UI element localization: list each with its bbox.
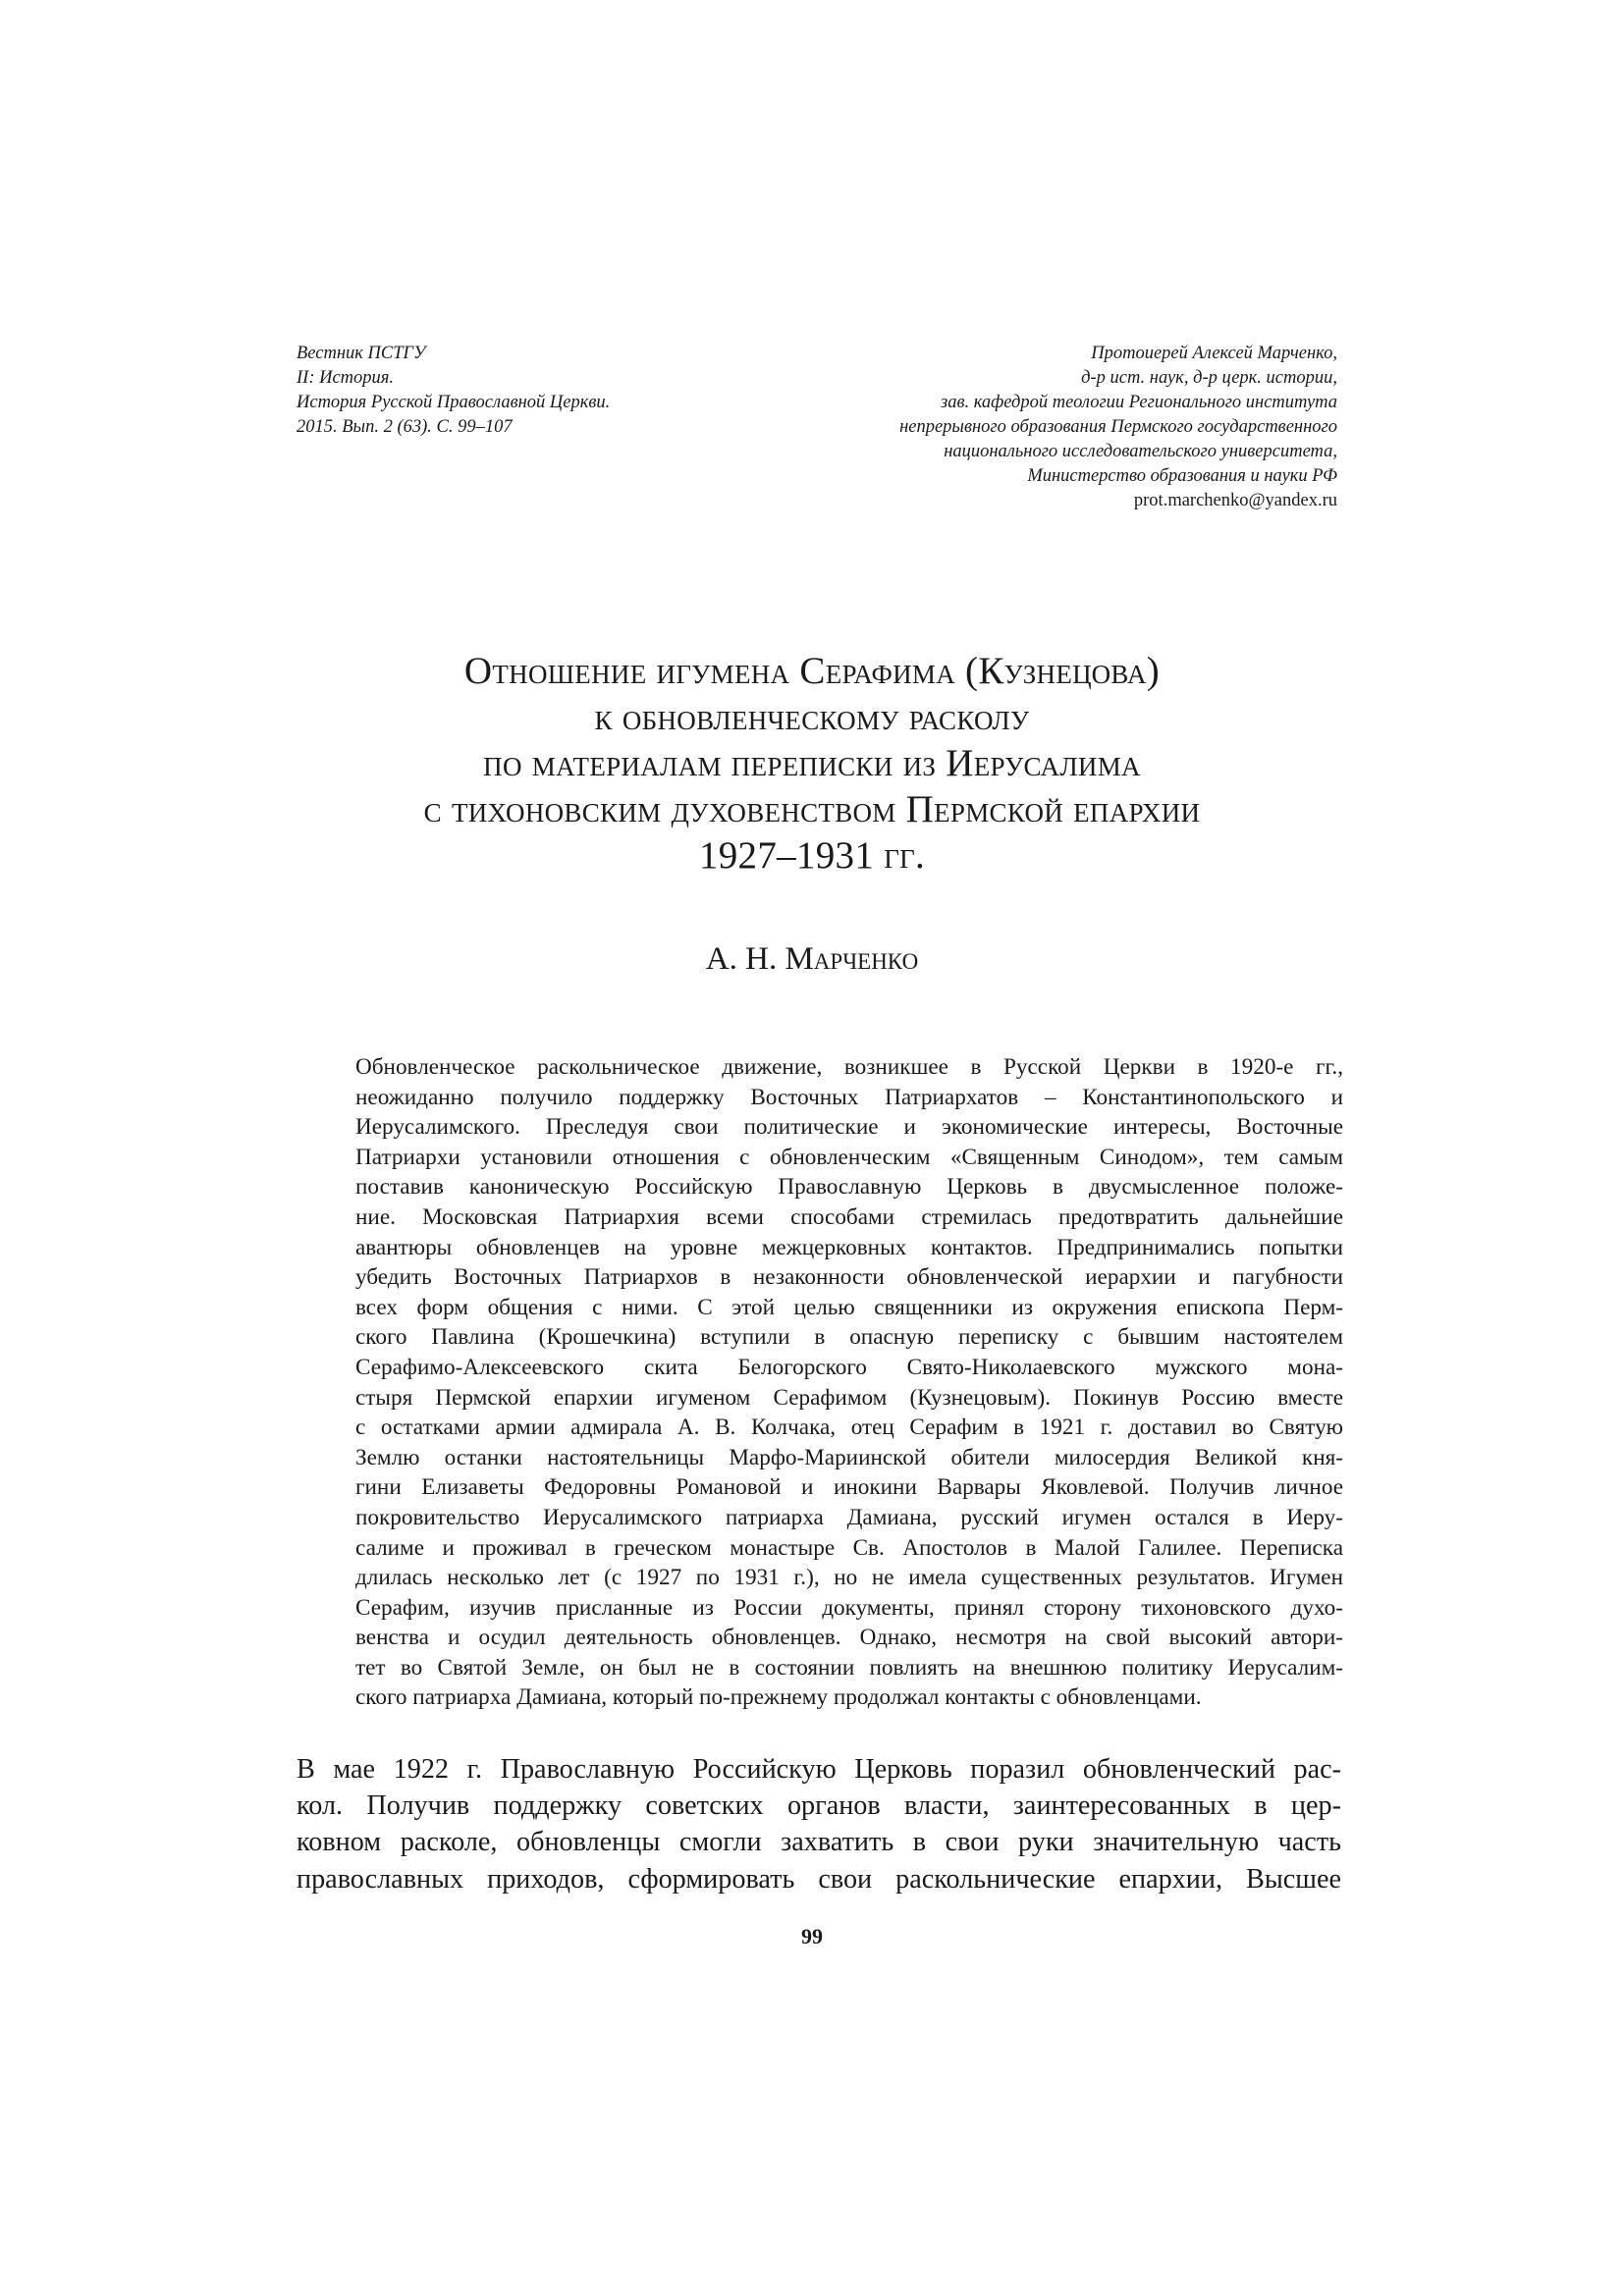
affiliation-line: национального исследовательского университета, (944, 442, 1337, 461)
abstract-line: ского патриарха Дамиана, который по-прежнему продолжал контакты с обновленцами. (355, 1684, 1202, 1711)
title-line: Отношение игумена Серафима (Кузнецова) (463, 650, 1161, 692)
abstract-line: ского Павлина (Крошечкина) вступили в опасную переписку с бывшим настоятелем (355, 1324, 1343, 1351)
affiliation-line: зав. кафедрой теологии Регионального института (940, 393, 1337, 412)
abstract-line: покровительство Иерусалимского патриарха Дамиана, русский игумен остался в Иеру- (355, 1504, 1343, 1530)
article-author: А. Н. Марченко (705, 941, 919, 977)
body-paragraph (297, 1751, 1341, 1897)
journal-subseries: История Русской Православной Церкви. (297, 393, 611, 412)
abstract-line: Иерусалимского. Преследуя свои политические и экономические интересы, Восточные (355, 1114, 1343, 1141)
abstract-line: салиме и проживал в греческом монастыре Св. Апостолов в Малой Галилее. Переписка (355, 1534, 1343, 1561)
title-line: по материалам переписки из Иерусалима (483, 742, 1141, 784)
abstract-line: стыря Пермской епархии игуменом Серафимом (Кузнецовым). Покинув Россию вместе (355, 1384, 1343, 1411)
body-line: православных приходов, сформировать свои раскольнические епархии, Высшее (297, 1863, 1341, 1895)
abstract-line: длилась несколько лет (с 1927 по 1931 г.), но не имела существенных результатов. Игумен (355, 1565, 1343, 1591)
affiliation-ministry: Министерство образования и науки РФ (1027, 466, 1337, 486)
affiliation-line: непрерывного образования Пермского государственного (899, 417, 1337, 437)
abstract-line: Землю останки настоятельницы Марфо-Мариинской обители милосердия Великой кня- (355, 1444, 1343, 1470)
author-degrees: д-р ист. наук, д-р церк. истории, (1081, 368, 1337, 388)
abstract-line: венства и осудил деятельность обновленцев. Однако, несмотря на свой высокий автори- (355, 1625, 1343, 1651)
abstract (355, 1052, 1343, 1713)
abstract-line: неожиданно получило поддержку Восточных Патриархатов – Константинопольского и (355, 1084, 1343, 1110)
title-line: к обновленческому расколу (594, 696, 1030, 738)
abstract-line: Серафим, изучив присланные из России документы, принял сторону тихоновского духо- (355, 1594, 1343, 1621)
body-line: В мае 1922 г. Православную Российскую Церковь поразил обновленческий рас- (297, 1754, 1341, 1785)
author-affiliation (729, 342, 1337, 513)
journal-issue: 2015. Вып. 2 (63). С. 99–107 (297, 417, 513, 437)
abstract-line: убедить Восточных Патриархов в незаконности обновленческой иерархии и пагубности (355, 1264, 1343, 1291)
abstract-line: гини Елизаветы Федоровны Романовой и инокини Варвары Яковлевой. Получив личное (355, 1474, 1343, 1501)
body-line: ковном расколе, обновленцы смогли захватить в свои руки значительную часть (297, 1827, 1341, 1858)
journal-name: Вестник ПСТГУ (297, 344, 426, 363)
article-title (245, 648, 1379, 879)
journal-series: II: История. (297, 368, 395, 388)
page-number: 99 (801, 1924, 823, 1949)
journal-citation (297, 342, 787, 440)
abstract-line: ние. Московская Патриархия всеми способами стремилась предотвратить дальнейшие (355, 1203, 1343, 1230)
title-years: 1927–1931 (698, 834, 875, 877)
author-full-name: Протоиерей Алексей Марченко, (1091, 344, 1337, 363)
author-email-link[interactable]: prot.marchenko@yandex.ru (1133, 491, 1337, 510)
abstract-line: всех форм общения с ними. С этой целью священники из окружения епископа Перм- (355, 1294, 1343, 1320)
abstract-line: Обновленческое раскольническое движение, возникшее в Русской Церкви в 1920-е гг., (355, 1054, 1343, 1080)
title-line: с тихоновским духовенством Пермской епархии (423, 788, 1201, 830)
title-years-suffix: гг. (884, 834, 926, 877)
title-years-line (245, 832, 1379, 879)
abstract-line: авантюры обновленцев на уровне межцерковных контактов. Предпринимались попытки (355, 1234, 1343, 1260)
abstract-line: Патриархи установили отношения с обновленческим «Священным Синодом», тем самым (355, 1144, 1343, 1170)
abstract-line: тет во Святой Земле, он был не в состоянии повлиять на внешнюю политику Иерусалим- (355, 1654, 1343, 1681)
body-line: кол. Получив поддержку советских органов власти, заинтересованных в цер- (297, 1790, 1341, 1822)
abstract-line: Серафимо-Алексеевского скита Белогорского Свято-Николаевского мужского мона- (355, 1354, 1343, 1380)
abstract-line: поставив каноническую Российскую Православную Церковь в двусмысленное положе- (355, 1174, 1343, 1201)
abstract-line: с остатками армии адмирала А. В. Колчака, отец Серафим в 1921 г. доставил во Святую (355, 1415, 1343, 1441)
